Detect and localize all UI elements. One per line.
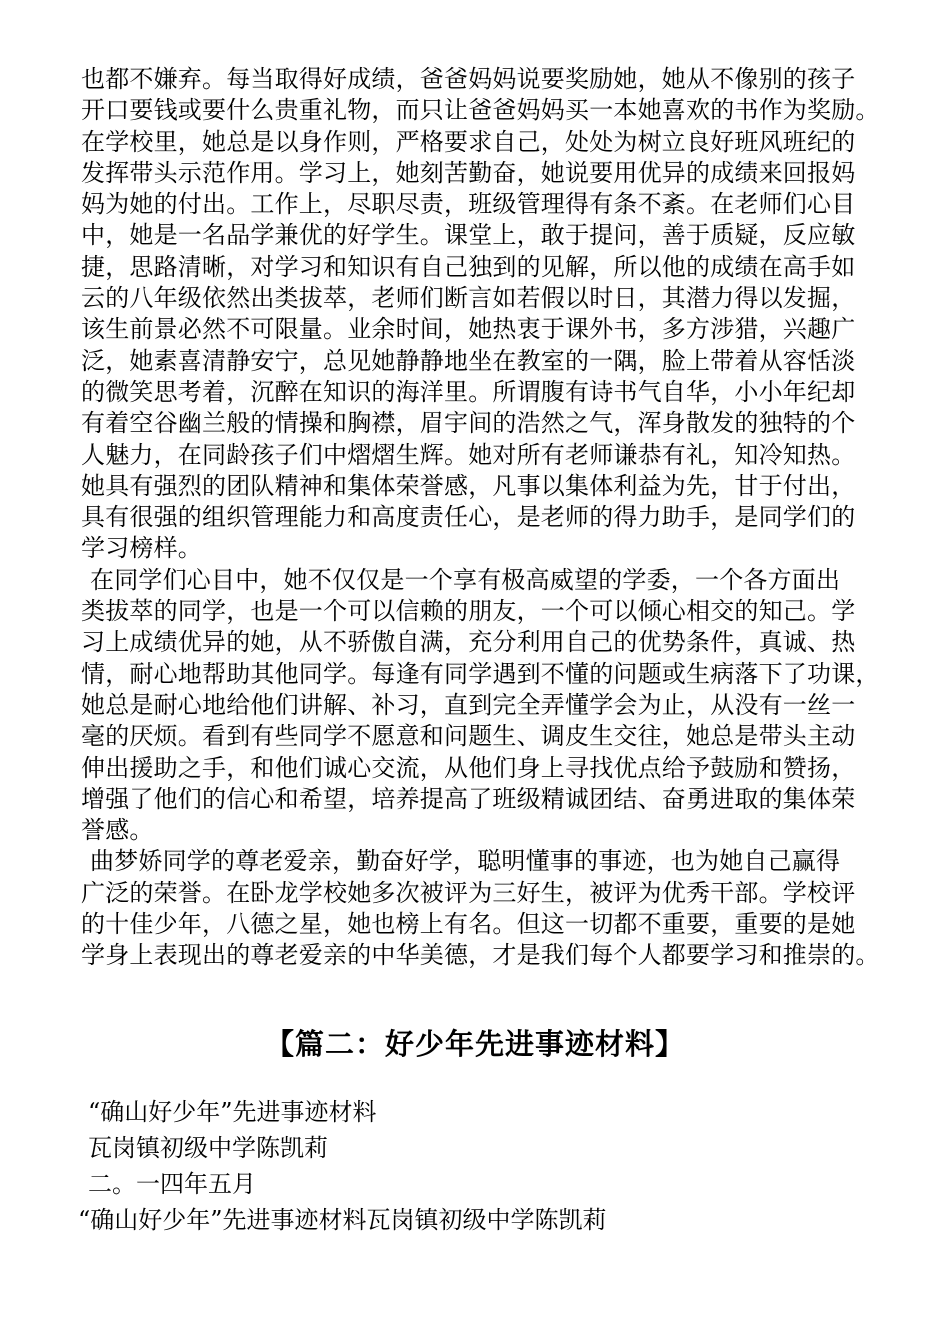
paragraph-2-line: 她总是耐心地给他们讲解、补习，直到完全弄懂学会为止，从没有一丝一 [81, 690, 856, 719]
paragraph-3-line: 的十佳少年，八德之星，她也榜上有名。但这一切都不重要，重要的是她 [81, 910, 856, 939]
paragraph-2-line: 在同学们心目中，她不仅仅是一个享有极高威望的学委，一个各方面出 [90, 565, 841, 594]
section-heading: 【篇二：好少年先进事迹材料】 [264, 1027, 685, 1061]
subtitle-line: “确山好少年”先进事迹材料 [88, 1098, 377, 1126]
paragraph-1-line: 的微笑思考着，沉醉在知识的海洋里。所谓腹有诗书气自华，小小年纪却 [81, 377, 856, 406]
paragraph-1-line: 中，她是一名品学兼优的好学生。课堂上，敢于提问，善于质疑，反应敏 [81, 221, 856, 250]
paragraph-1-line: 泛，她素喜清静安宁，总见她静静地坐在教室的一隅，脸上带着从容恬淡 [81, 346, 856, 375]
paragraph-1-line: 学习榜样。 [81, 534, 202, 563]
paragraph-1-line: 妈为她的付出。工作上，尽职尽责，班级管理得有条不紊。在老师们心目 [81, 190, 856, 219]
subtitle-block [78, 1094, 898, 1238]
paragraph-3-line: 广泛的荣誉。在卧龙学校她多次被评为三好生，被评为优秀干部。学校评 [81, 878, 856, 907]
paragraph-1-line: 具有很强的组织管理能力和高度责任心，是老师的得力助手，是同学们的 [81, 503, 856, 532]
paragraph-2-line: 誉感。 [81, 816, 154, 845]
body-text [81, 64, 901, 972]
paragraph-1-line: 该生前景必然不可限量。业余时间，她热衷于课外书，多方涉猎，兴趣广 [81, 315, 856, 344]
paragraph-2-line: 习上成绩优异的她，从不骄傲自满，充分利用自己的优势条件，真诚、热 [81, 628, 856, 657]
paragraph-1-line: 也都不嫌弃。每当取得好成绩，爸爸妈妈说要奖励她，她从不像别的孩子 [81, 65, 856, 93]
paragraph-1-line: 捷，思路清晰，对学习和知识有自己独到的见解，所以他的成绩在高手如 [81, 252, 856, 281]
paragraph-3-line: 曲梦娇同学的尊老爱亲，勤奋好学，聪明懂事的事迹，也为她自己赢得 [90, 847, 841, 876]
paragraph-3-line: 学身上表现出的尊老爱亲的中华美德，才是我们每个人都要学习和推崇的。 [81, 941, 880, 970]
paragraph-2-line: 伸出援助之手，和他们诚心交流，从他们身上寻找优点给予鼓励和赞扬， [81, 753, 856, 782]
subtitle-line: 二。一四年五月 [88, 1170, 256, 1198]
paragraph-2-line: 情，耐心地帮助其他同学。每逢有同学遇到不懂的问题或生病落下了功课， [81, 659, 880, 688]
paragraph-1-line: 她具有强烈的团队精神和集体荣誉感，凡事以集体利益为先，甘于付出， [81, 471, 856, 500]
paragraph-1-line: 云的八年级依然出类拔萃，老师们断言如若假以时日，其潜力得以发掘， [81, 284, 856, 313]
subtitle-line: “确山好少年”先进事迹材料瓦岗镇初级中学陈凯莉 [78, 1206, 607, 1234]
paragraph-2-line: 类拔萃的同学，也是一个可以信赖的朋友，一个可以倾心相交的知己。学 [81, 597, 856, 626]
paragraph-1-line: 发挥带头示范作用。学习上，她刻苦勤奋，她说要用优异的成绩来回报妈 [81, 158, 856, 187]
paragraph-1-line: 在学校里，她总是以身作则，严格要求自己，处处为树立良好班风班纪的 [81, 127, 856, 156]
paragraph-2-line: 毫的厌烦。看到有些同学不愿意和问题生、调皮生交往，她总是带头主动 [81, 722, 856, 751]
paragraph-1-line: 有着空谷幽兰般的情操和胸襟，眉宇间的浩然之气，浑身散发的独特的个 [81, 409, 856, 438]
paragraph-2-line: 增强了他们的信心和希望，培养提高了班级精诚团结、奋勇进取的集体荣 [81, 784, 856, 813]
paragraph-1-line: 人魅力，在同龄孩子们中熠熠生辉。她对所有老师谦恭有礼，知冷知热。 [81, 440, 856, 469]
paragraph-1-line: 开口要钱或要什么贵重礼物，而只让爸爸妈妈买一本她喜欢的书作为奖励。 [81, 96, 880, 125]
subtitle-line: 瓦岗镇初级中学陈凯莉 [88, 1134, 328, 1162]
